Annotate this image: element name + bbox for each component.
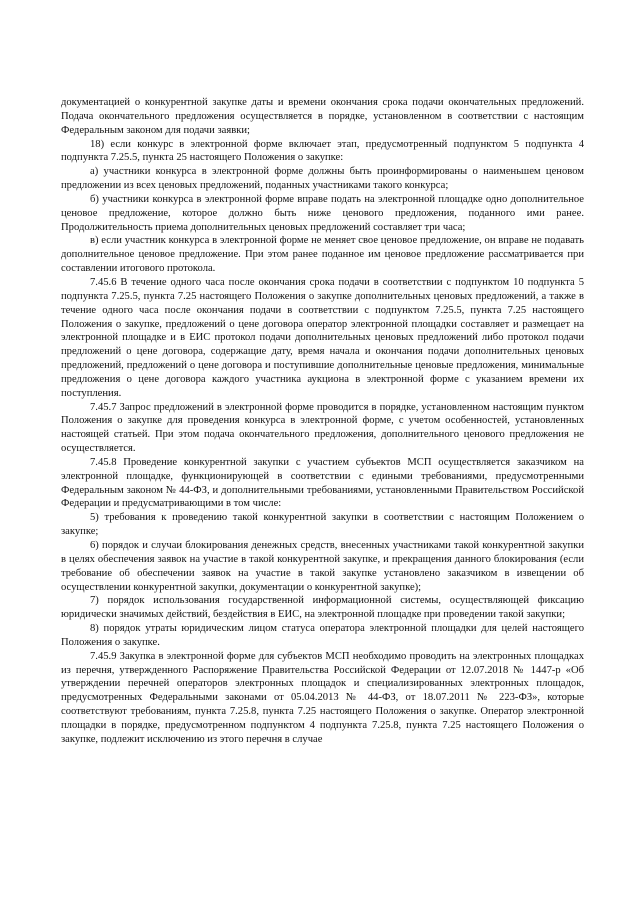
paragraph-7-45-7: 7.45.7 Запрос предложений в электронной форме проводится в порядке, установленном настоящим пунктом Положения о закупке для проведения конкурса в электронной форме, с учетом особенностей, установленных настоящей статьей. При этом подача окончательного предложения, дополнительного ценового предложения не осуществляется. — [61, 401, 584, 455]
document-body — [61, 96, 584, 747]
paragraph-item-18: 18) если конкурс в электронной форме включает этап, предусмотренный подпунктом 5 подпункта 4 подпункта 7.25.5, пункта 25 настоящего Положения о закупке: — [61, 138, 584, 164]
paragraph-subitem-b: б) участники конкурса в электронной форме вправе подать на электронной площадке одно дополнительное ценовое предложение, которое должно быть ниже ценового предложения, поданного ими ранее. Продолжительность приема дополнительных ценовых предложений составляет три часа; — [61, 193, 584, 233]
paragraph-item-5: 5) требования к проведению такой конкурентной закупки в соответствии с настоящим Положением о закупке; — [61, 512, 584, 538]
paragraph-7-45-9: 7.45.9 Закупка в электронной форме для субъектов МСП необходимо проводить на электронных площадках из перечня, утвержденного Распоряжение Правительства Российской Федерации от 12.07.2018 № 1447-р «Об утверждении перечней операторов электронных площадок и специализированных электронных площадок, предусмотренных Федеральными законами от 05.04.2013 № 44-ФЗ, от 18.07.2011 № 223-ФЗ», которые соответствуют требованиям, пункта 7.25.8, пункта 7.25 настоящего Положения о закупке. Оператор электронной площадки в порядке, предусмотренном подпунктом 4 подпункта 7.25.8, пункта 7.25 настоящего Положения о закупке, подлежит исключению из этого перечня в случае — [61, 650, 584, 745]
paragraph-item-7: 7) порядок использования государственной информационной системы, осуществляющей фиксацию юридически значимых действий, бездействия в ЕИС, на электронной площадке при проведении такой закупки; — [61, 595, 584, 621]
paragraph-subitem-v: в) если участник конкурса в электронной форме не меняет свое ценовое предложение, он вправе не подавать дополнительное ценовое предложение. При этом ранее поданное им ценовое предложение рассматривается при составлении итогового протокола. — [61, 235, 584, 275]
paragraph-item-8: 8) порядок утраты юридическим лицом статуса оператора электронной площадки для целей настоящего Положения о закупке. — [61, 623, 584, 648]
paragraph-continuation: документацией о конкурентной закупке даты и времени окончания срока подачи окончательных предложений. Подача окончательного предложения осуществляется в порядке, установленном в соответствии с настоящим Федеральным законом для подачи заявки; — [61, 97, 584, 136]
paragraph-subitem-a: а) участники конкурса в электронной форме должны быть проинформированы о наименьшем ценовом предложении из всех ценовых предложений, поданных участниками такого конкурса; — [61, 166, 584, 192]
paragraph-7-45-6: 7.45.6 В течение одного часа после окончания срока подачи в соответствии с подпунктом 10 подпункта 5 подпункта 7.25.5, пункта 7.25 настоящего Положения о закупке дополнительных ценовых предложений, а также в течение одного часа после окончания подачи в соответствии с подпунктом 7.25.5, пункта 7.25 настоящего Положения о закупке, предложений о цене договора оператор электронной площадки составляет и размещает на электронной площадке и в ЕИС протокол подачи дополнительных ценовых предложений либо протокол подачи предложений о цене договора, содержащие дату, время начала и окончания подачи дополнительных ценовых предложений, предложений о цене договора и поступившие дополнительные ценовые предложения, минимальные предложения о цене договора каждого участника аукциона в электронной форме с указанием времени их поступления. — [61, 276, 584, 399]
paragraph-7-45-8: 7.45.8 Проведение конкурентной закупки с участием субъектов МСП осуществляется заказчиком на электронной площадке, функционирующей в соответствии с едиными требованиями, предусмотренными Федеральным законом № 44-ФЗ, и дополнительными требованиями, установленными Правительством Российской Федерации и предусматривающими в том числе: — [61, 456, 584, 510]
paragraph-item-6: 6) порядок и случаи блокирования денежных средств, внесенных участниками такой конкурентной закупки в целях обеспечения заявок на участие в такой конкурентной закупке, и прекращения данного блокирования (если требование об обеспечении заявок на участие в такой закупке установлено заказчиком в извещении об осуществлении конкурентной закупки, документации о конкурентной закупке); — [61, 540, 584, 593]
